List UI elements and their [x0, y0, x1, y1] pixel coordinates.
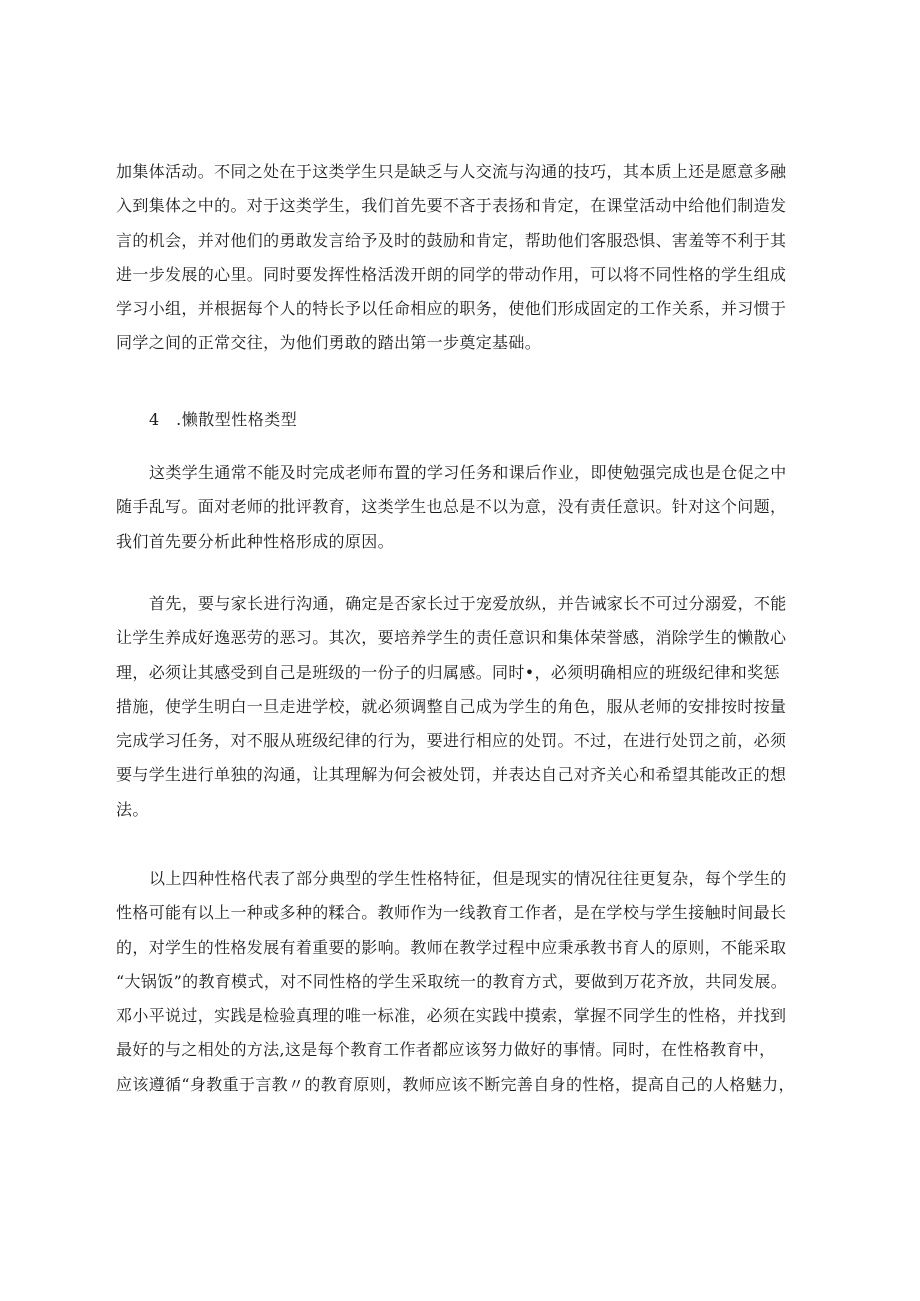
paragraph-1 — [116, 155, 786, 361]
section-heading-4: 4 .懒散型性格类型 — [149, 410, 298, 429]
paragraph-line: 这类学生通常不能及时完成老师布置的学习任务和课后作业，即使勉强完成也是仓促之中 — [149, 463, 787, 482]
paragraph-line: 加集体活动。不同之处在于这类学生只是缺乏与人交流与沟通的技巧，其本质上还是愿意多融 — [116, 162, 787, 181]
paragraph-line: 我们首先要分析此种性格形成的原因。 — [116, 531, 394, 551]
paragraph-line: 应该遵循“身教重于言教〃的教育原则，教师应该不断完善自身的性格，提高自己的人格魅力， — [116, 1074, 795, 1094]
paragraph-line: 邓小平说过，实践是检验真理的唯一标准，必须在实践中摸索，掌握不同学生的性格，并找到 — [116, 1006, 787, 1026]
paragraph-line: 首先，要与家长进行沟通，确定是否家长过于宠爱放纵，并告诫家长不可过分溺爱，不能 — [149, 594, 787, 613]
paragraph-line: 言的机会，并对他们的勇敢发言给予及时的鼓励和肯定，帮助他们客服恐惧、害羞等不利于其 — [116, 230, 787, 250]
paragraph-line: 学习小组，并根据每个人的特长予以任命相应的职务，使他们形成固定的工作关系，并习惯于 — [116, 299, 787, 319]
paragraph-line: 要与学生进行单独的沟通，让其理解为何会被处罚，并表达自己对齐关心和希望其能改正的想 — [116, 765, 787, 785]
paragraph-2 — [116, 456, 787, 559]
paragraph-line: 完成学习任务，对不服从班级纪律的行为，要进行相应的处罚。不过，在进行处罚之前，必须 — [116, 731, 787, 751]
paragraph-line: 措施，使学生明白一旦走进学校，就必须调整自己成为学生的角色，服从老师的安排按时按量 — [116, 696, 787, 716]
paragraph-line: 同学之间的正常交往，为他们勇敢的踏出第一步奠定基础。 — [116, 333, 542, 353]
paragraph-4 — [116, 862, 795, 1102]
paragraph-line: “大锅饭”的教育模式，对不同性格的学生采取统一的教育方式，要做到万花齐放，共同发展。 — [116, 971, 788, 991]
paragraph-line: 以上四种性格代表了部分典型的学生性格特征，但是现实的情况往往更复杂，每个学生的 — [149, 869, 787, 888]
paragraph-line: 进一步发展的心里。同时要发挥性格活泼开朗的同学的带动作用，可以将不同性格的学生组成 — [116, 264, 787, 284]
paragraph-line: 理，必须让其感受到自己是班级的一份子的归属感。同时•，必须明确相应的班级纪律和奖惩 — [116, 662, 780, 682]
paragraph-line: 让学生养成好逸恶劳的恶习。其次，要培养学生的责任意识和集体荣誉感，消除学生的懒散心 — [116, 628, 787, 648]
paragraph-line: 入到集体之中的。对于这类学生，我们首先要不吝于表扬和肯定，在课堂活动中给他们制造发 — [116, 196, 787, 216]
paragraph-line: 法。 — [116, 799, 149, 819]
paragraph-line: 随手乱写。面对老师的批评教育，这类学生也总是不以为意，没有责任意识。针对这个问题， — [116, 497, 787, 517]
paragraph-line: 性格可能有以上一种或多种的糅合。教师作为一线教育工作者，是在学校与学生接触时间最长 — [116, 903, 787, 923]
paragraph-line: 的，对学生的性格发展有着重要的影响。教师在教学过程中应秉承教书育人的原则，不能采取 — [116, 937, 787, 957]
paragraph-3 — [116, 587, 787, 827]
paragraph-line: 最好的与之相处的方法,这是每个教育工作者都应该努力做好的事情。同时，在性格教育中， — [116, 1040, 776, 1060]
